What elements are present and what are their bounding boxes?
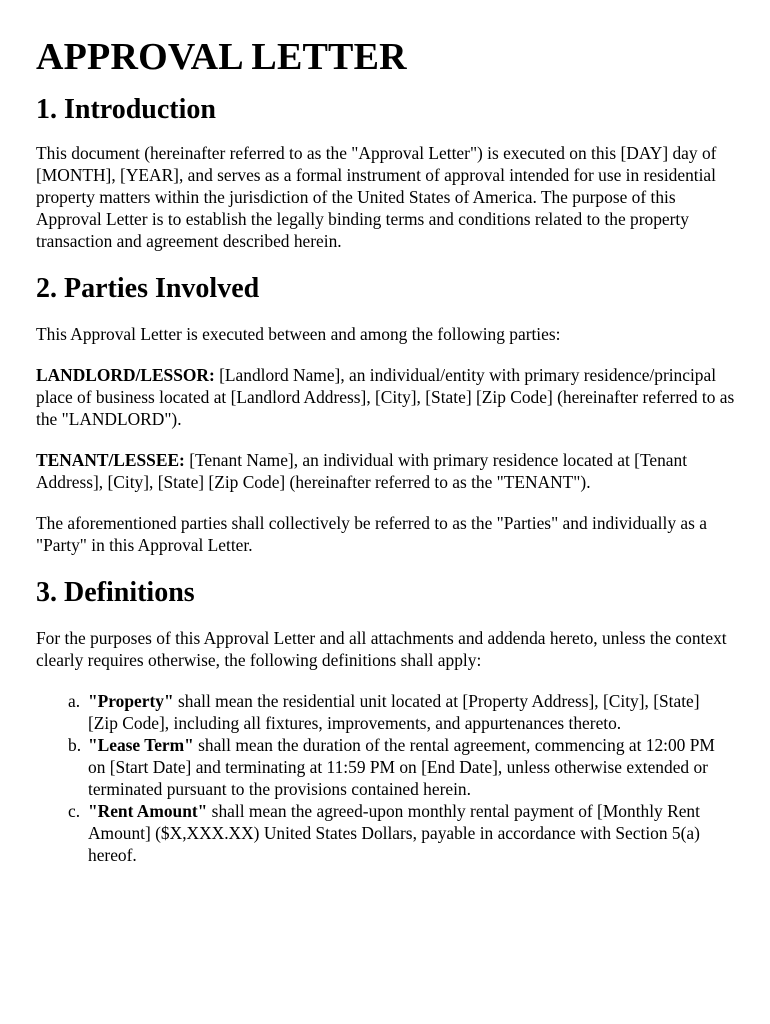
definition-item-property xyxy=(36,690,730,734)
definition-text: shall mean the duration of the rental agreement, commencing at 12:00 PM on [Start Date] and terminating at 11:59 PM on [End Date], unless otherwise extended or terminated pursuant to the provisions contained herein. xyxy=(88,735,715,799)
list-marker: b. xyxy=(68,735,82,755)
definition-text: shall mean the agreed-upon monthly rental payment of [Monthly Rent Amount] ($X,XXX.XX) United States Dollars, payable in accordance with Section 5(a) hereof. xyxy=(88,801,700,865)
parties-intro-paragraph: This Approval Letter is executed between and among the following parties: xyxy=(36,324,561,344)
definition-text: shall mean the residential unit located at [Property Address], [City], [State] [Zip Code], including all fixtures, improvements, and appurtenances thereto. xyxy=(88,691,700,733)
landlord-details: [Landlord Name], an individual/entity with primary residence/principal place of business located at [Landlord Address], [City], [State] [Zip Code] (hereinafter referred to as the "LANDLORD"). xyxy=(36,365,735,429)
introduction-paragraph: This document (hereinafter referred to as the "Approval Letter") is executed on this [DAY] day of [MONTH], [YEAR], and serves as a formal instrument of approval intended for use in residential property matters within the jurisdiction of the United States of America. The purpose of this Approval Letter is to establish the legally binding terms and conditions related to the property transaction and agreement described herein. xyxy=(36,143,717,251)
definition-item-lease-term xyxy=(36,734,730,800)
document-title: APPROVAL LETTER xyxy=(36,36,407,78)
definition-term: "Rent Amount" xyxy=(88,801,208,821)
definitions-list xyxy=(36,690,734,866)
section-heading-introduction: 1. Introduction xyxy=(36,94,216,125)
section-heading-parties: 2. Parties Involved xyxy=(36,273,260,304)
definition-item-rent-amount xyxy=(36,800,730,866)
definitions-intro-paragraph: For the purposes of this Approval Letter and all attachments and addenda hereto, unless the context clearly requires otherwise, the following definitions shall apply: xyxy=(36,628,727,670)
landlord-label: LANDLORD/LESSOR: xyxy=(36,365,215,385)
tenant-paragraph xyxy=(36,449,736,493)
tenant-label: TENANT/LESSEE: xyxy=(36,450,185,470)
tenant-details: [Tenant Name], an individual with primary residence located at [Tenant Address], [City], [State] [Zip Code] (hereinafter referred to as the "TENANT"). xyxy=(36,450,688,492)
landlord-paragraph xyxy=(36,364,736,430)
list-marker: c. xyxy=(68,801,81,821)
definition-term: "Property" xyxy=(88,691,174,711)
definition-term: "Lease Term" xyxy=(88,735,194,755)
section-heading-definitions: 3. Definitions xyxy=(36,577,195,608)
list-marker: a. xyxy=(68,691,81,711)
parties-collective-paragraph: The aforementioned parties shall collectively be referred to as the "Parties" and individually as a "Party" in this Approval Letter. xyxy=(36,513,707,555)
